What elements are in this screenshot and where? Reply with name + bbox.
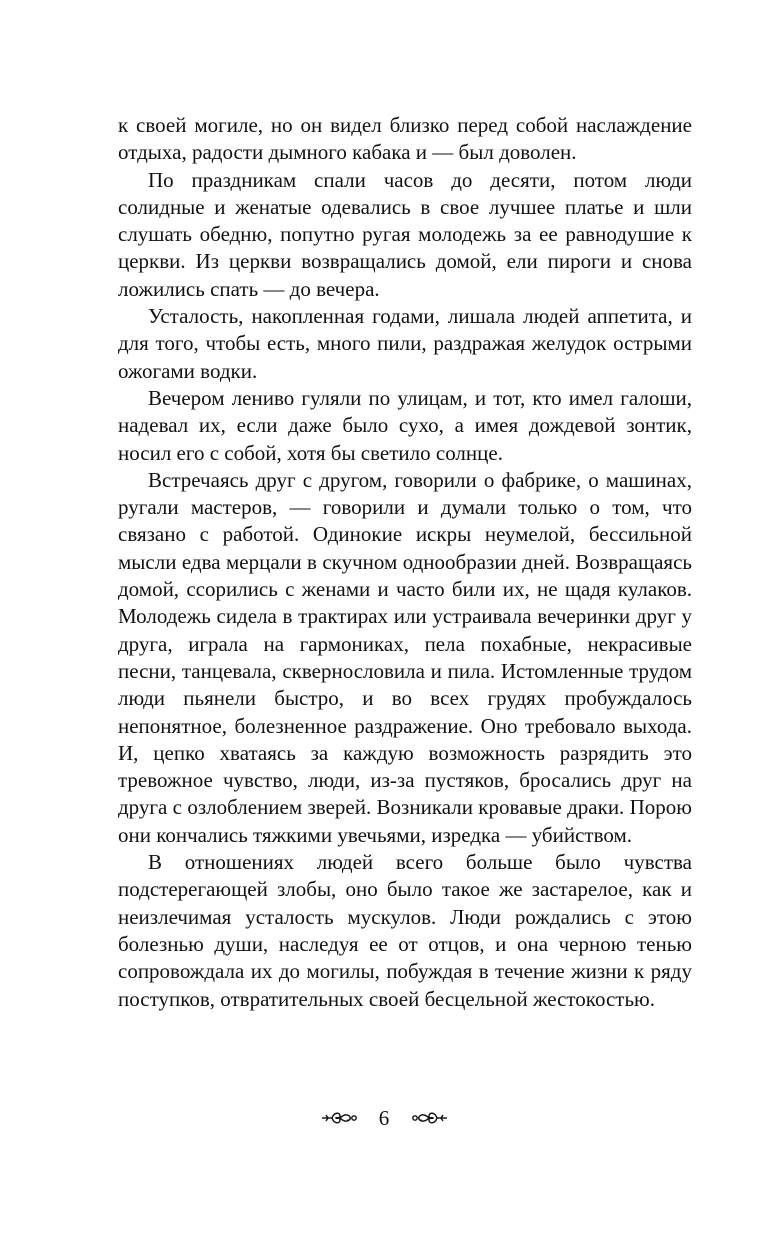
paragraph: Усталость, накопленная годами, лишала людей аппетита, и для того, чтобы есть, много пили, раздражая желудок острыми ожогами водки. <box>118 304 692 383</box>
ornament-left-icon <box>320 1108 360 1128</box>
ornament-right-icon <box>409 1108 449 1128</box>
paragraph: По праздникам спали часов до десяти, потом люди солидные и женатые одевались в свое лучшее платье и шли слушать обедню, попутно ругая молодежь за ее равнодушие к церкви. Из церкви возвращались домой, ели пироги и снова ложились спать — до вечера. <box>118 167 692 301</box>
paragraph: к своей могиле, но он видел близко перед собой наслаждение отдыха, радости дымного кабака и — был доволен. <box>118 113 692 165</box>
paragraph: В отношениях людей всего больше было чувства подстерегающей злобы, оно было такое же застарелое, как и неизлечимая усталость мускулов. Люди рождались с этою болезнью души, наследуя ее от отцов, и она черною тенью сопровождала их до могилы, побуждая в течение жизни к ряду поступков, отвратительных своей бесцельной жестокостью. <box>118 850 692 1011</box>
page-number: 6 <box>378 1105 390 1130</box>
page-body <box>118 112 692 1013</box>
paragraph: Встречаясь друг с другом, говорили о фабрике, о машинах, ругали мастеров, — говорили и думали только о том, что связано с работой. Одинокие искры неумелой, бессильной мысли едва мерцали в скучном однообразии дней. Возвращаясь домой, ссорились с женами и часто били их, не щадя кулаков. Молодежь сидела в трактирах или устраивала вечеринки друг у друга, играла на гармониках, пела похабные, некрасивые песни, танцевала, сквернословила и пила. Истомленные трудом люди пьянели быстро, и во всех грудях пробуждалось непонятное, болезненное раздражение. Оно требовало выхода. И, цепко хватаясь за каждую возможность разрядить это тревожное чувство, люди, из-за пустяков, бросались друг на друга с озлоблением зверей. Возникали кровавые драки. Порою они кончались тяжкими увечьями, изредка — убийством. <box>118 467 692 847</box>
page-footer <box>0 1104 768 1131</box>
paragraph: Вечером лениво гуляли по улицам, и тот, кто имел галоши, надевал их, если даже было сухо, а имея дождевой зонтик, носил его с собой, хотя бы светило солнце. <box>118 385 692 465</box>
